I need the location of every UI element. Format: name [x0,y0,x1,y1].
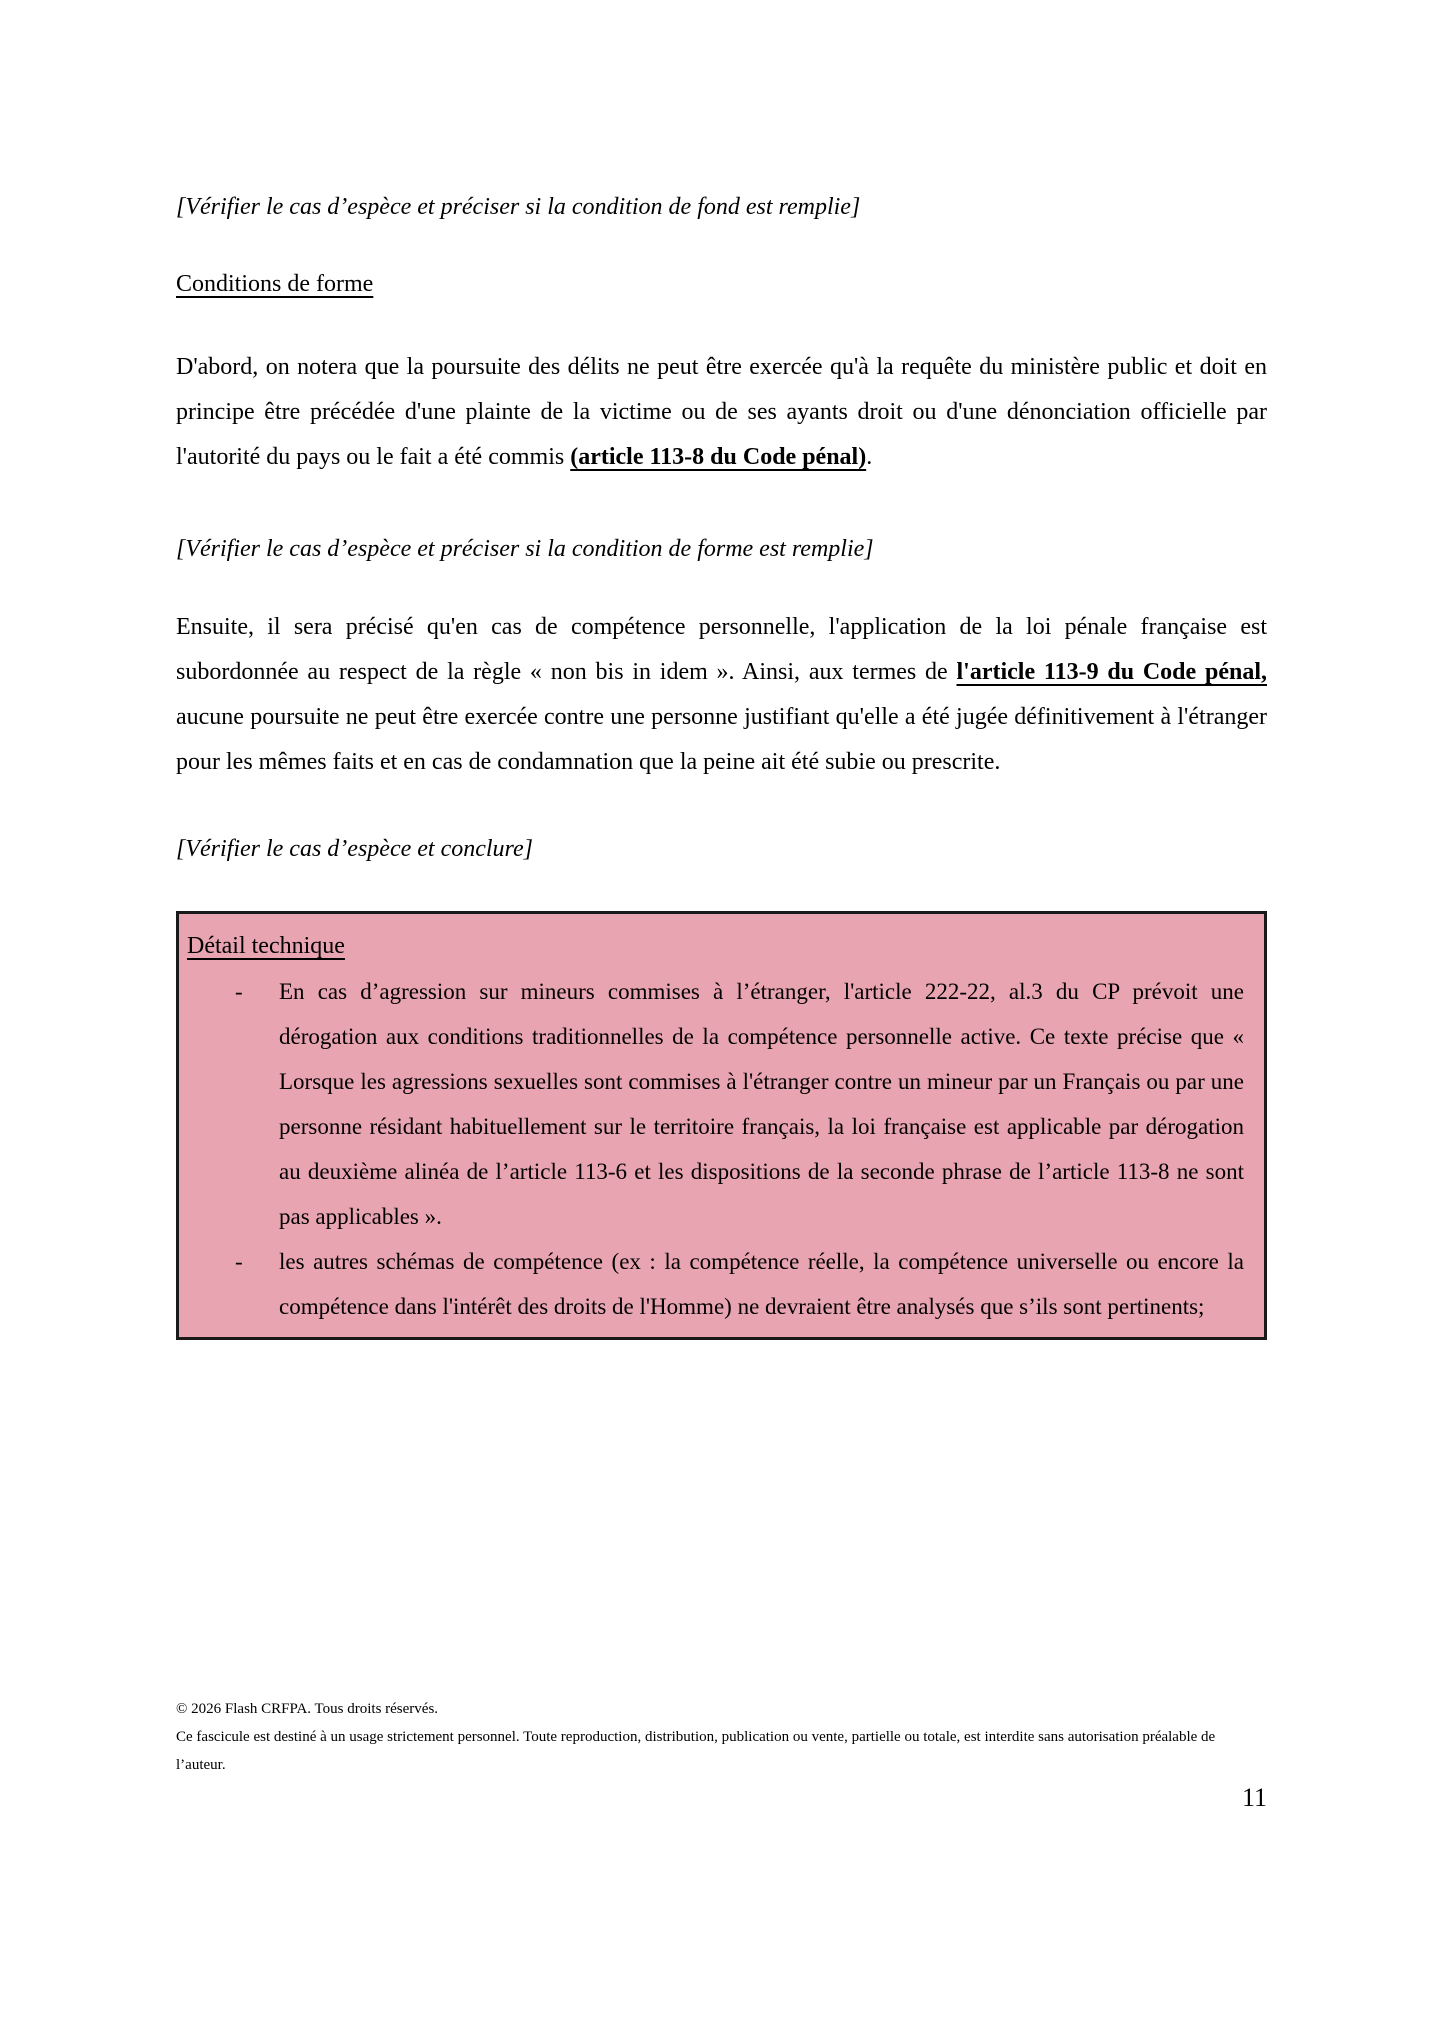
paragraph1-text: D'abord, on notera que la poursuite des délits ne peut être exercée qu'à la requête du ministère public et doit en principe être précédée d'une plainte de la victime ou de ses ayants droit ou d'une dénonciation officielle par l'autorité du pays ou le fait a été commis [176,354,1267,470]
paragraph2-suite: aucune poursuite ne peut être exercée contre une personne justifiant qu'elle a été jugée définitivement à l'étranger pour les mêmes faits et en cas de condamnation que la peine ait été subie ou prescrite. [176,704,1267,775]
footer-notice: Ce fascicule est destiné à un usage strictement personnel. Toute reproduction, distribution, publication ou vente, partielle ou totale, est interdite sans autorisation préalable de l’auteur. [176,1729,1216,1773]
page-number: 11 [1241,1783,1267,1812]
paragraph1-period: . [866,444,873,470]
article-113-9-reference: l'article 113-9 du Code pénal, [956,659,1267,685]
technical-item-agression-mineurs: - En cas d’agression sur mineurs commises à l’étranger, l'article 222-22, al.3 du CP prévoit une dérogation aux conditions traditionnelles de la compétence personnelle active. Ce texte précise que « Lorsque les agressions sexuelles sont commises à l'étranger contre un mineur par un Français ou par une personne résidant habituellement sur le territoire français, la loi française est applicable par dérogation au deuxième alinéa de l’article 113-6 et les dispositions de la seconde phrase de l’article 113-8 ne sont pas applicables ». [187,969,1244,1239]
paragraph-poursuite-delits [176,345,1267,480]
technical-box-title-text: Détail technique [187,933,345,959]
technical-detail-box [176,911,1267,1340]
paragraph-non-bis-in-idem [176,605,1267,785]
footer-copyright: © 2026 Flash CRFPA. Tous droits réservés. [176,1701,439,1717]
page-footer [176,1695,1267,1779]
paragraph2-text: Ensuite, il sera précisé qu'en cas de compétence personnelle, l'application de la loi pénale française est subordonnée au respect de la règle « non bis in idem ». Ainsi, aux termes de [176,614,1267,685]
annotation-condition-fond: [Vérifier le cas d’espèce et préciser si la condition de fond est remplie] [176,194,861,220]
technical-box-list [187,969,1244,1329]
technical-item-autres-schemas: - les autres schémas de compétence (ex : la compétence réelle, la compétence universelle ou encore la compétence dans l'intérêt des droits de l'Homme) ne devraient être analysés que s’ils sont pertinents; [187,1239,1244,1329]
section-heading-conditions-de-forme [176,262,1267,307]
annotation-conclure: [Vérifier le cas d’espèce et conclure] [176,836,533,862]
technical-box-title [187,924,1244,969]
annotation-condition-forme: [Vérifier le cas d’espèce et préciser si la condition de forme est remplie] [176,536,874,562]
page-content [176,0,1267,1815]
section-heading-text: Conditions de forme [176,271,374,297]
article-113-8-reference: (article 113-8 du Code pénal) [570,444,867,470]
